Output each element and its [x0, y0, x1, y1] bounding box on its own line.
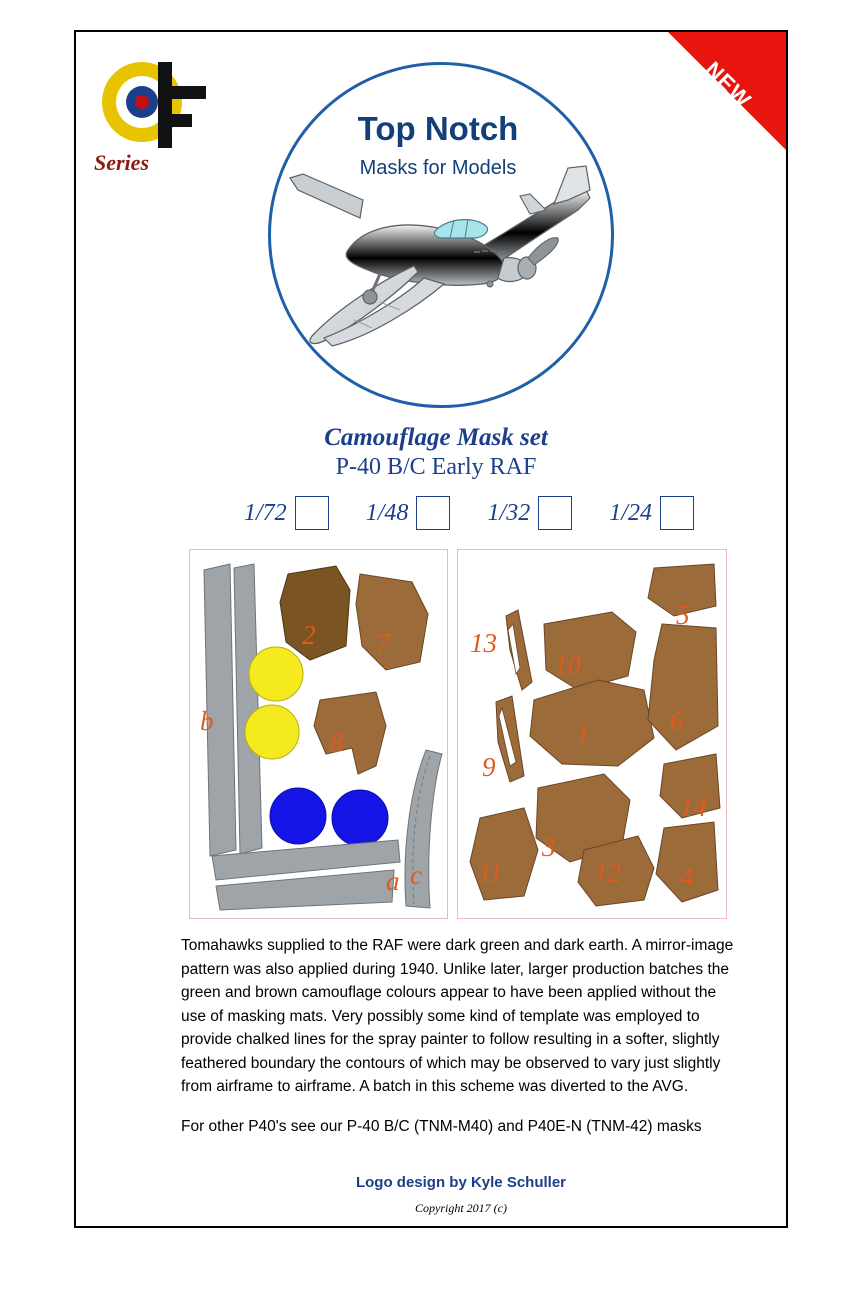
product-title: Camouflage Mask set — [324, 424, 548, 451]
scale-option-1-48[interactable] — [366, 496, 451, 530]
scale-checkbox[interactable] — [295, 496, 329, 530]
mask-label-c: c — [410, 860, 422, 890]
scale-checkbox[interactable] — [660, 496, 694, 530]
mask-sheet-right-svg — [458, 550, 726, 918]
mask-label-11: 11 — [478, 858, 503, 888]
mask-label-1: 1 — [576, 720, 590, 750]
mask-label-12: 12 — [594, 858, 621, 888]
mask-label-2: 2 — [302, 620, 316, 650]
description-text — [181, 934, 741, 1154]
mask-label-a: a — [386, 866, 400, 896]
description-paragraph-2: For other P40's see our P-40 B/C (TNM-M40) and P40E-N (TNM-42) masks — [181, 1117, 702, 1135]
scale-label: 1/32 — [487, 499, 531, 526]
scale-option-1-32[interactable] — [488, 496, 573, 530]
mask-label-5: 5 — [676, 600, 690, 630]
mask-label-3: 3 — [542, 832, 556, 862]
scale-option-1-24[interactable] — [609, 496, 694, 530]
mask-label-8: 8 — [330, 728, 344, 758]
scale-label: 1/48 — [365, 499, 409, 526]
mask-label-14: 14 — [680, 792, 707, 822]
mask-label-6: 6 — [670, 706, 684, 736]
mask-label-7: 7 — [376, 628, 390, 658]
mask-label-9: 9 — [482, 752, 496, 782]
scale-option-1-72[interactable] — [244, 496, 329, 530]
ribbon-label: NEW — [700, 56, 757, 113]
description-paragraph-1: Tomahawks supplied to the RAF were dark green and dark earth. A mirror-image pattern was also applied during 1940. Unlike later, larger production batches the green and brown camouflage colours appear to have been applied without the use of masking mats. Very possibly some kind of template was employed to provide chalked lines for the spray painter to follow resulting in a softer, slightly feathered boundary the contours of which may be observed to vary just slightly from airframe to airframe. A batch in this scheme was diverted to the AVG. — [181, 937, 734, 1096]
mask-sheet-left — [189, 549, 448, 919]
mask-label-b: b — [200, 706, 214, 736]
mask-label-13: 13 — [470, 628, 497, 658]
hero-title: Top Notch — [357, 110, 519, 147]
scale-checkbox[interactable] — [416, 496, 450, 530]
scale-options — [244, 490, 694, 536]
page-frame — [74, 30, 788, 1228]
mask-sheet-right — [457, 549, 727, 919]
copyright-notice: Copyright 2017 (c) — [415, 1201, 507, 1215]
scale-checkbox[interactable] — [538, 496, 572, 530]
scale-label: 1/72 — [244, 499, 287, 526]
hero-subtitle: Masks for Models — [359, 157, 517, 179]
logo-credit: Logo design by Kyle Schuller — [355, 1174, 567, 1191]
scale-label: 1/24 — [609, 499, 652, 526]
mask-label-10: 10 — [554, 650, 581, 680]
series-label: Series — [94, 150, 149, 175]
mask-sheet-left-svg — [190, 550, 447, 918]
mask-label-4: 4 — [680, 862, 694, 892]
product-subtitle: P-40 B/C Early RAF — [335, 454, 537, 480]
new-ribbon — [668, 32, 786, 150]
